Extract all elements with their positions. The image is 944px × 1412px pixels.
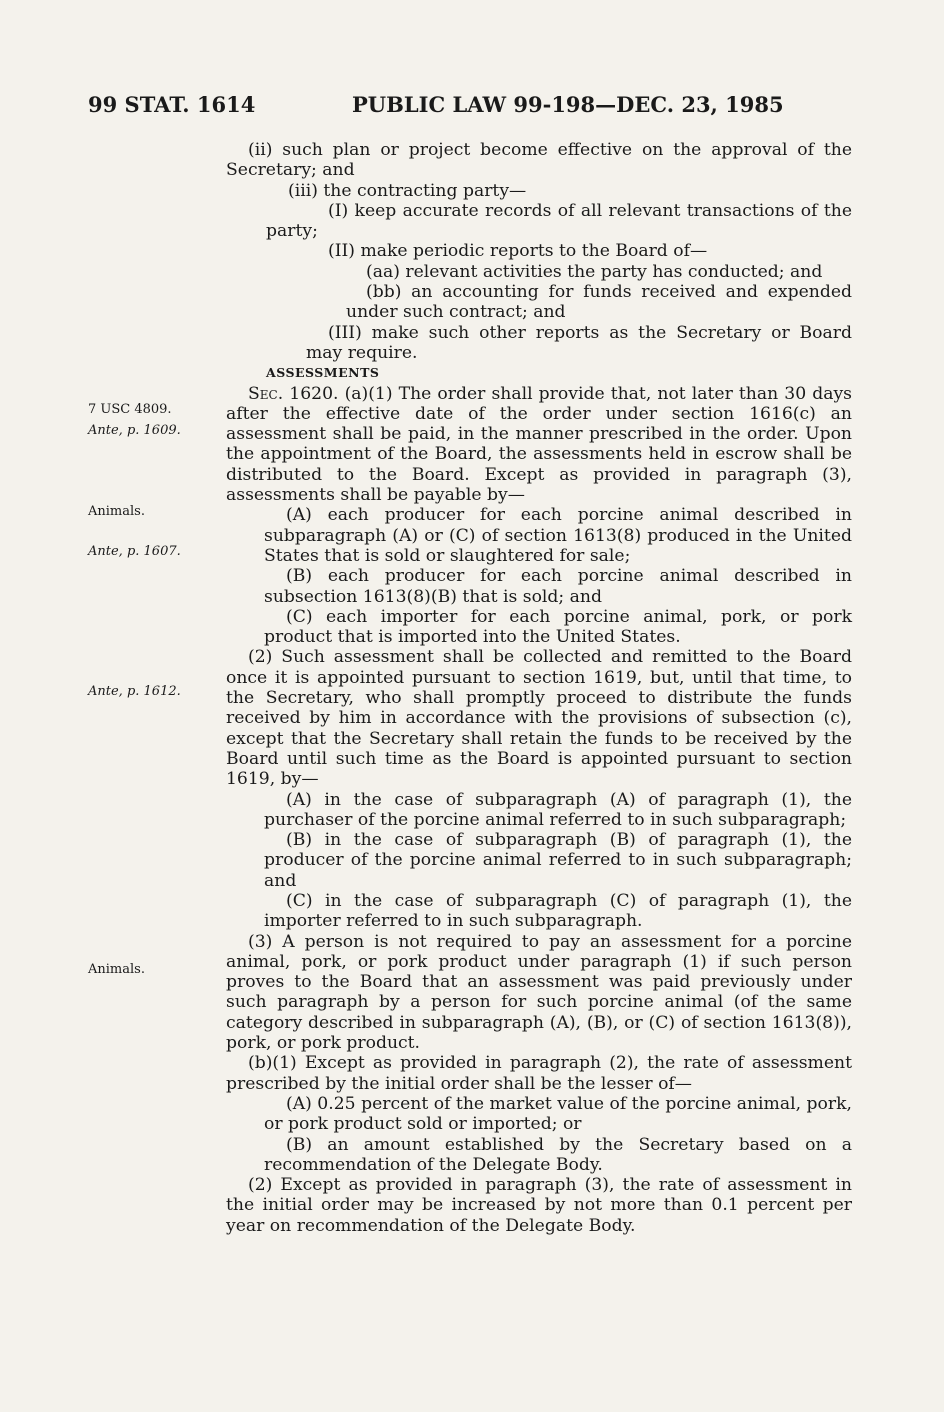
paragraph: (b)(1) Except as provided in paragraph (2), the rate of assessment prescribed by the initial order shall be the lesser of—: [226, 1053, 852, 1094]
margin-note-usc: 7 USC 4809.: [88, 402, 172, 417]
paragraph: (I) keep accurate records of all relevant transactions of the party;: [266, 200, 852, 242]
public-law-title: PUBLIC LAW 99-198—DEC. 23, 1985: [352, 92, 784, 117]
paragraph: (iii) the contracting party—: [288, 180, 527, 201]
margin-note-ante: Ante, p. 1609.: [88, 423, 181, 438]
paragraph: (A) 0.25 percent of the market value of the porcine animal, pork, or pork product sold or imported; or: [264, 1093, 852, 1135]
page-header: [88, 92, 858, 120]
paragraph: (III) make such other reports as the Secretary or Board may require.: [306, 322, 852, 363]
statute-citation: 99 STAT. 1614: [88, 92, 256, 117]
section-paragraph: [226, 384, 852, 506]
paragraph: (2) Such assessment shall be collected and remitted to the Board once it is appointed pursuant to section 1619, but, until that time, to the Secretary, who shall promptly proceed to distribute the funds received by him in accordance with the provisions of subsection (c), except that the Secretary shall retain the funds to be received by the Board until such time as the Board is appointed pursuant to section 1619, by—: [226, 647, 852, 790]
body-text: [226, 140, 852, 1236]
paragraph: (ii) such plan or project become effective on the approval of the Secretary; and: [226, 140, 852, 181]
paragraph: (B) an amount established by the Secretary based on a recommendation of the Delegate Body.: [264, 1134, 852, 1175]
paragraph: (3) A person is not required to pay an assessment for a porcine animal, pork, or pork product under paragraph (1) if such person proves to the Board that an assessment was paid previously under such paragraph by a person for such porcine animal (of the same category described in subparagraph (A), (B), or (C) of section 1613(8)), pork, or pork product.: [226, 931, 852, 1054]
section-text: 1620. (a)(1) The order shall provide that, not later than 30 days after the effective date of the order under section 1616(c) an assessment shall be paid, in the manner prescribed in the order. Upon the appointment of the Board, the assessments held in escrow shall be distributed to the Board. Except as provided in paragraph (3), assessments shall be payable by—: [226, 383, 852, 506]
paragraph: (B) in the case of subparagraph (B) of paragraph (1), the producer of the porcine animal referred to in such subparagraph; and: [264, 830, 852, 891]
margin-note-animals: Animals.: [88, 962, 145, 977]
paragraph: (2) Except as provided in paragraph (3), the rate of assessment in the initial order may be increased by not more than 0.1 percent per year on recommendation of the Delegate Body.: [226, 1175, 852, 1236]
margin-note-ante: Ante, p. 1612.: [88, 684, 181, 699]
paragraph: (B) each producer for each porcine animal described in subsection 1613(8)(B) that is sold; and: [264, 566, 852, 607]
paragraph: (II) make periodic reports to the Board of—: [328, 241, 708, 262]
paragraph: (aa) relevant activities the party has conducted; and: [366, 261, 823, 282]
paragraph: (C) each importer for each porcine animal, pork, or pork product that is imported into the United States.: [264, 606, 852, 648]
margin-note-ante: Ante, p. 1607.: [88, 544, 181, 559]
section-heading: ASSESSMENTS: [266, 365, 380, 381]
margin-note-animals: Animals.: [88, 504, 145, 519]
paragraph: (bb) an accounting for funds received and expended under such contract; and: [346, 282, 852, 323]
paragraph: (C) in the case of subparagraph (C) of paragraph (1), the importer referred to in such subparagraph.: [264, 890, 852, 932]
paragraph: (A) each producer for each porcine animal described in subparagraph (A) or (C) of section 1613(8) produced in the United States that is sold or slaughtered for sale;: [264, 505, 852, 566]
paragraph: (A) in the case of subparagraph (A) of paragraph (1), the purchaser of the porcine animal referred to in such subparagraph;: [264, 789, 852, 830]
section-label: Sec.: [248, 383, 284, 404]
